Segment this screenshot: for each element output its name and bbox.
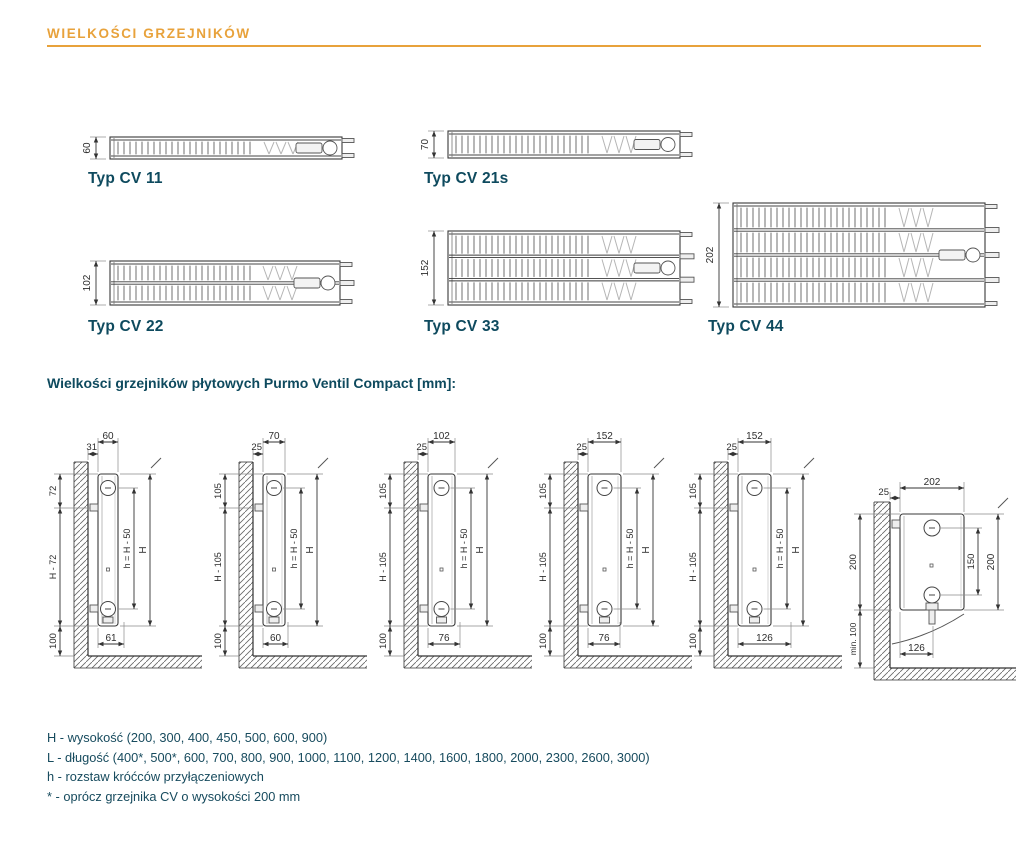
note-asterisk: * - oprócz grzejnika CV o wysokości 200 mm [47,788,301,804]
dim-label: H [138,546,149,554]
dim-label: 25 [726,442,737,453]
dim-label: 102 [433,431,450,442]
footnotes [47,728,650,806]
side-view-cv21s [209,416,374,712]
end-cap [661,138,675,152]
cross-section-cv21s [408,121,708,171]
dim-label: 152 [596,431,613,442]
note-height: H - wysokość (200, 300, 400, 450, 500, 600, 900) [47,730,328,745]
wall-bracket [730,504,738,511]
wall-bracket [580,504,588,511]
dim-label: 105 [538,483,549,499]
note-length: L - długość (400*, 500*, 600, 700, 800, 900, 1000, 1100, 1200, 1400, 1600, 1800, 2000, 2300, 2600, 3000) [47,749,650,765]
side-view-cv11 [44,416,209,712]
dim-label: 72 [48,485,59,497]
end-cap [321,276,335,290]
dim-label: H [641,546,652,554]
wall [404,462,418,668]
valve-housing [294,278,320,288]
cross-section-cv11 [70,127,370,173]
dim-label: H [475,546,486,554]
side-view-svg-1 [209,416,374,712]
side-view-cv33 [534,416,699,712]
side-view-detail-svg [846,468,1026,714]
floor [890,668,1016,680]
cross-section-cv33 [408,221,708,319]
dim-label: 25 [576,442,587,453]
cross-section-cv22-diagram [70,251,370,319]
dim-label: 25 [878,487,889,498]
dim-label: H [791,546,802,554]
cross-section-cv44 [693,193,1027,315]
cross-section-cv33-diagram [408,221,708,319]
dim-label: 60 [82,142,93,154]
dim-label: 76 [598,633,610,644]
note-pipe-pitch: h - rozstaw króćców przyłączeniowych [47,769,264,784]
valve-housing [634,263,660,273]
type-label-cv21s: Typ CV 21s [424,170,509,187]
dim-label: 31 [86,442,97,453]
dim-label: h = H - 50 [122,528,132,569]
valve-housing [939,250,965,260]
dim-label: 70 [268,431,280,442]
type-label-cv22: Typ CV 22 [88,318,164,335]
side-view-svg-4 [684,416,849,712]
dim-label: 60 [102,431,114,442]
wall-bracket [90,504,98,511]
dim-label: 126 [756,633,773,644]
dim-label: 152 [420,259,431,277]
wall [564,462,578,668]
dim-label: 152 [746,431,763,442]
dim-label: 76 [438,633,450,644]
dim-label: 200 [848,554,859,570]
wall [239,462,253,668]
dim-label: 25 [416,442,427,453]
dim-label: 202 [923,477,941,488]
dim-label: 105 [688,483,699,499]
cross-section-cv22 [70,251,370,319]
dim-label: 25 [251,442,262,453]
page-title: WIELKOŚCI GRZEJNIKÓW [47,26,251,41]
dim-label: H [305,546,316,554]
side-view-cv22 [374,416,539,712]
end-cap [966,248,980,262]
side-view-svg-3 [534,416,699,712]
dim-label: h = H - 50 [289,528,299,569]
dim-label: H - 105 [213,552,223,582]
dim-label: 100 [378,633,389,649]
type-label-cv44: Typ CV 44 [708,318,784,335]
dim-label: 100 [538,633,549,649]
dim-label: h = H - 50 [775,528,785,569]
type-label-cv33: Typ CV 33 [424,318,500,335]
dim-label: 202 [705,246,716,264]
dim-label: 60 [269,633,282,644]
wall-bracket [420,504,428,511]
dim-label: 61 [105,633,117,644]
floor [418,656,532,668]
side-view-cv44 [684,416,849,712]
dim-label: H - 105 [378,552,388,582]
wall [874,502,890,680]
dim-label: 150 [966,553,977,570]
dim-label: 105 [213,483,224,499]
valve-housing [296,143,322,153]
dim-label: 105 [378,483,389,499]
section-subtitle: Wielkości grzejników płytowych Purmo Ventil Compact [mm]: [47,375,457,391]
floor [578,656,692,668]
wall-bracket [892,520,900,528]
dim-label: 100 [213,633,224,649]
cross-section-cv21s-diagram [408,121,708,171]
title-underline [47,45,981,47]
side-view-detail-200 [846,468,1026,714]
valve-housing [634,140,660,150]
wall [714,462,728,668]
side-view-svg-0 [44,416,209,712]
dim-label: 100 [48,633,59,649]
type-label-cv11: Typ CV 11 [88,170,163,187]
dim-label: H - 105 [688,552,698,582]
dim-label: h = H - 50 [459,528,469,569]
dim-label: 102 [82,274,93,292]
dim-label: H - 105 [538,552,548,582]
floor [253,656,367,668]
dim-label: min. 100 [848,622,858,656]
wall [74,462,88,668]
floor [728,656,842,668]
dim-label: 70 [420,138,431,151]
dim-label: H - 72 [48,554,58,580]
cross-section-cv11-diagram [70,127,370,173]
side-view-svg-2 [374,416,539,712]
dim-label: 100 [688,633,699,649]
cross-section-cv44-diagram [693,193,1027,315]
dim-label: h = H - 50 [625,528,635,569]
dim-label: 200 [986,553,997,571]
end-cap [323,141,337,155]
dim-label: 126 [908,643,925,654]
end-cap [661,261,675,275]
wall-bracket [255,504,263,511]
floor [88,656,202,668]
